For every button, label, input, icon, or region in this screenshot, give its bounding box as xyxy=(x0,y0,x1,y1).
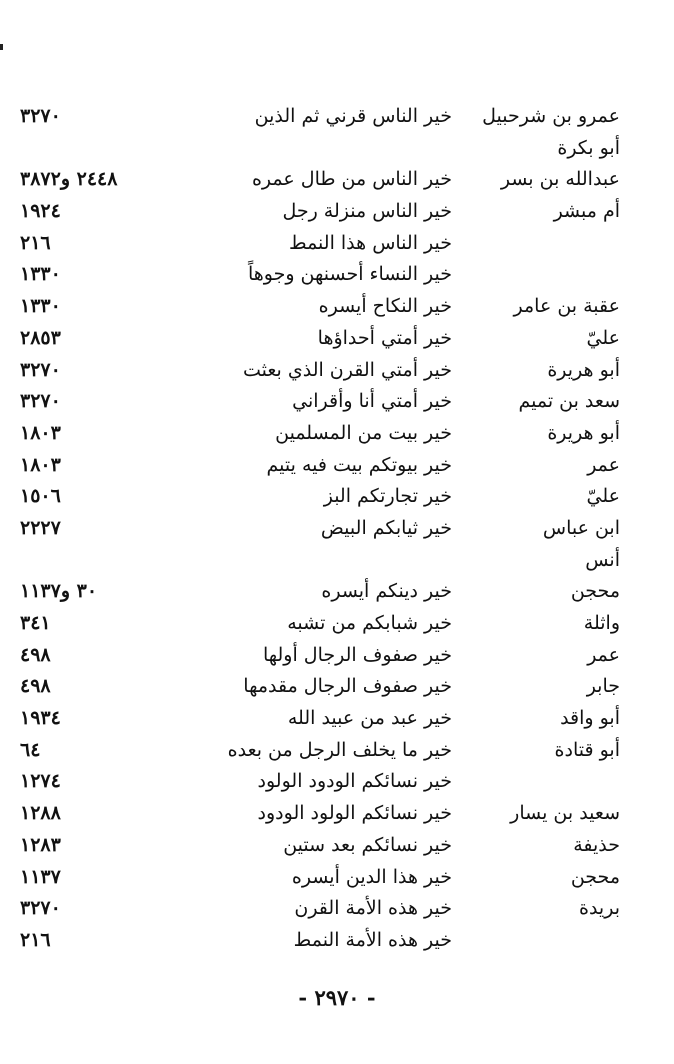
narrator-name: محجن xyxy=(570,580,620,603)
index-row xyxy=(20,545,620,577)
hadith-text: خير نسائكم الولود الودود xyxy=(257,802,452,825)
reference-number: ٢٤٤٨ و٣٨٧٢ xyxy=(20,168,118,191)
hadith-text: خير بيت من المسلمين xyxy=(275,421,452,444)
reference-number: ٢١٦ xyxy=(20,928,51,951)
index-row xyxy=(20,513,620,545)
narrator-name: عمر xyxy=(587,643,620,666)
hadith-text: خير تجارتكم البز xyxy=(323,485,452,508)
narrator-name: عليّ xyxy=(586,485,620,508)
reference-number: ٣٢٧٠ xyxy=(20,897,61,920)
index-row xyxy=(20,450,620,482)
index-row xyxy=(20,323,620,355)
index-row xyxy=(20,671,620,703)
reference-number: ٣٢٧٠ xyxy=(20,105,61,127)
narrator-name: أبو هريرة xyxy=(547,358,620,381)
index-row xyxy=(20,830,620,862)
narrator-name: أبو هريرة xyxy=(547,421,620,444)
scan-speck xyxy=(0,44,3,50)
narrator-name: أبو بكرة xyxy=(557,136,620,159)
index-row xyxy=(20,291,620,323)
index-row xyxy=(20,133,620,165)
index-row xyxy=(20,798,620,830)
reference-number: ٢٨٥٣ xyxy=(20,326,61,349)
index-row xyxy=(20,703,620,735)
index-row xyxy=(20,576,620,608)
hadith-text: خير عبد من عبيد الله xyxy=(287,707,452,730)
narrator-name: حذيفة xyxy=(573,833,620,856)
index-row xyxy=(20,386,620,418)
index-row xyxy=(20,481,620,513)
hadith-text: خير أمتي أنا وأقراني xyxy=(292,390,452,413)
narrator-name: جابر xyxy=(586,675,620,698)
narrator-name: عمرو بن شرحبيل xyxy=(482,105,620,127)
narrator-name: عقبة بن عامر xyxy=(513,295,620,318)
hadith-text: خير ما يخلف الرجل من بعده xyxy=(227,738,452,761)
hadith-text: خير الناس من طال عمره xyxy=(251,168,452,191)
hadith-text: خير النكاح أيسره xyxy=(318,295,452,318)
index-row xyxy=(20,259,620,291)
reference-number: ٤٩٨ xyxy=(20,675,51,698)
reference-number: ١٢٧٤ xyxy=(20,770,61,793)
hadith-text: خير أمتي القرن الذي بعثت xyxy=(242,358,452,381)
narrator-name: عمر xyxy=(587,453,620,476)
hadith-text: خير دينكم أيسره xyxy=(321,580,452,603)
hadith-text: خير صفوف الرجال مقدمها xyxy=(243,675,452,698)
reference-number: ٣٤١ xyxy=(20,612,51,634)
index-row xyxy=(20,228,620,260)
index-row xyxy=(20,196,620,228)
index-row xyxy=(20,735,620,767)
narrator-name: بريدة xyxy=(579,897,620,920)
reference-number: ٣٢٧٠ xyxy=(20,390,61,413)
narrator-name: سعد بن تميم xyxy=(518,390,620,413)
reference-number: ٣٠ و١١٣٧ xyxy=(20,580,98,603)
index-row xyxy=(20,164,620,196)
reference-number: ٤٩٨ xyxy=(20,643,51,666)
narrator-name: عبدالله بن بسر xyxy=(500,168,620,191)
hadith-text: خير شبابكم من تشبه xyxy=(287,612,452,634)
index-row xyxy=(20,608,620,640)
hadith-text: خير صفوف الرجال أولها xyxy=(262,643,452,666)
narrator-name: أنس xyxy=(585,548,620,571)
reference-number: ٦٤ xyxy=(20,738,41,761)
reference-number: ٢١٦ xyxy=(20,231,51,254)
reference-number: ١٩٢٤ xyxy=(20,200,61,223)
index-row xyxy=(20,766,620,798)
narrator-name: واثلة xyxy=(583,612,620,634)
reference-number: ١٢٨٨ xyxy=(20,802,61,825)
reference-number: ٣٢٧٠ xyxy=(20,358,61,381)
index-row xyxy=(20,640,620,672)
index-row xyxy=(20,101,620,133)
hadith-text: خير هذا الدين أيسره xyxy=(291,865,452,888)
reference-number: ١٣٣٠ xyxy=(20,263,61,286)
narrator-name: محجن xyxy=(570,865,620,888)
hadith-text: خير ثيابكم البيض xyxy=(320,516,452,539)
hadith-text: خير هذه الأمة النمط xyxy=(293,928,452,951)
reference-number: ٢٢٢٧ xyxy=(20,516,61,539)
index-row xyxy=(20,925,620,957)
reference-number: ١٥٠٦ xyxy=(20,485,61,508)
narrator-name: ابن عباس xyxy=(542,516,620,539)
reference-number: ١١٣٧ xyxy=(20,865,61,888)
hadith-text: خير الناس هذا النمط xyxy=(289,231,452,254)
narrator-name: سعيد بن يسار xyxy=(510,802,620,825)
narrator-name: أبو قتادة xyxy=(554,738,620,761)
hadith-text: خير النساء أحسنهن وجوهاً xyxy=(247,263,452,286)
reference-number: ١٣٣٠ xyxy=(20,295,61,318)
narrator-name: أم مبشر xyxy=(553,200,620,223)
hadith-text: خير هذه الأمة القرن xyxy=(294,897,452,920)
narrator-name: عليّ xyxy=(586,326,620,349)
narrator-name: أبو واقد xyxy=(560,707,620,730)
hadith-text: خير الناس قرني ثم الذين xyxy=(254,105,452,127)
hadith-text: خير الناس منزلة رجل xyxy=(282,200,452,223)
page-number: - ٢٩٧٠ - xyxy=(298,985,376,1010)
hadith-index-table xyxy=(20,101,620,957)
hadith-text: خير بيوتكم بيت فيه يتيم xyxy=(266,453,452,476)
index-row xyxy=(20,862,620,894)
index-row xyxy=(20,355,620,387)
hadith-text: خير نسائكم بعد ستين xyxy=(283,833,452,856)
hadith-text: خير أمتي أحداؤها xyxy=(317,326,452,349)
reference-number: ١٩٣٤ xyxy=(20,707,61,730)
reference-number: ١٨٠٣ xyxy=(20,421,61,444)
hadith-text: خير نسائكم الودود الولود xyxy=(257,770,452,793)
index-row xyxy=(20,893,620,925)
reference-number: ١٨٠٣ xyxy=(20,453,61,476)
index-row xyxy=(20,418,620,450)
reference-number: ١٢٨٣ xyxy=(20,833,61,856)
